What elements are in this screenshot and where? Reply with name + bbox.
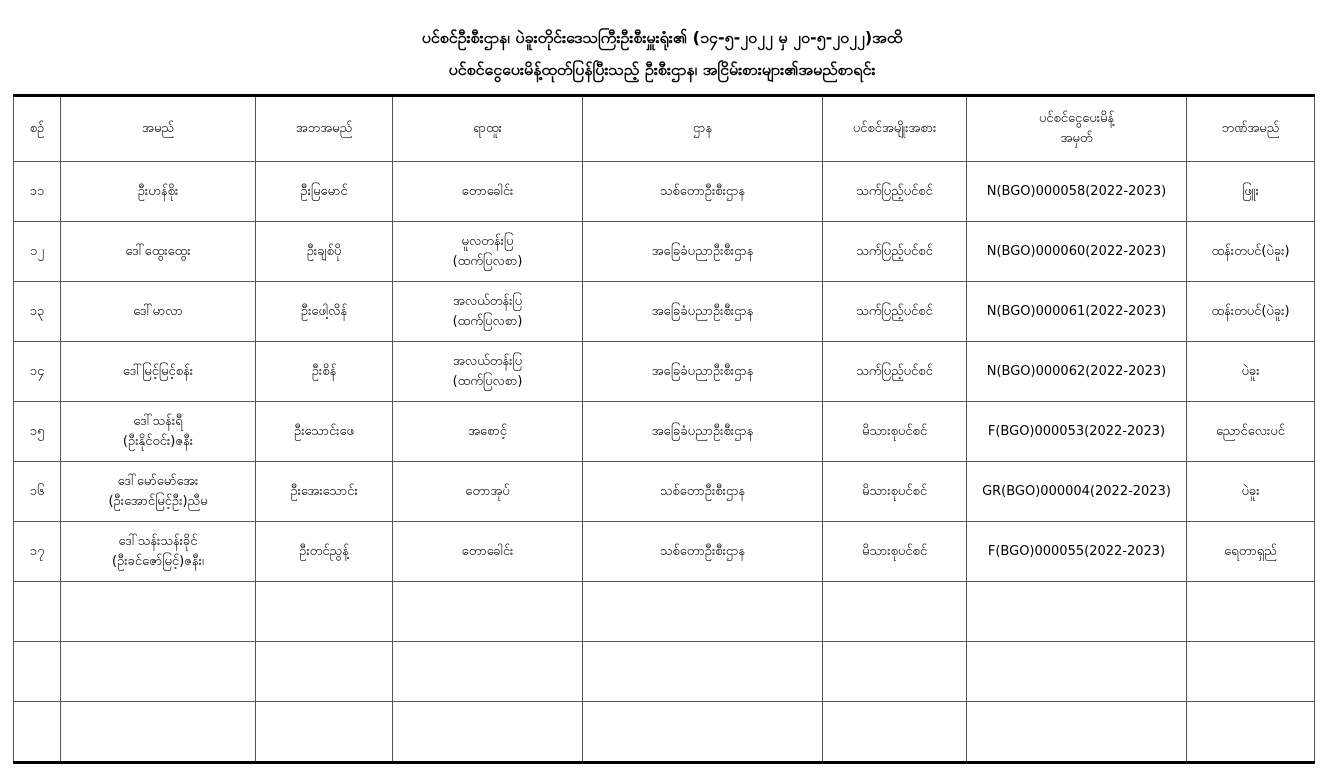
cell-father-name: ဦးသောင်းဖေ — [256, 402, 393, 462]
cell-department-empty — [583, 702, 823, 763]
cell-name — [61, 462, 256, 522]
cell-position-line: တောခေါင်း — [461, 543, 514, 559]
cell-position-line: (ထက်ပြလစာ) — [452, 313, 523, 329]
cell-name-line: ဦးဟန်စိုး — [137, 183, 179, 199]
cell-position-line: အလယ်တန်းပြ — [452, 293, 523, 309]
document-title-line-1: ပင်စင်ဦးစီးဌာန၊ ပဲခူးတိုင်းဒေသကြီးဦးစီးမှူးရုံး၏ (၁၄-၅-၂၀၂၂ မှ ၂၀-၅-၂၀၂၂)အထိ — [421, 28, 903, 47]
table-header-row — [14, 96, 1315, 162]
cell-order-number-empty — [967, 642, 1187, 702]
table-row — [14, 462, 1315, 522]
cell-name-empty — [61, 642, 256, 702]
cell-name-line: (ဦးခင်ဇော်မြင့်)ဇနီး၊ — [112, 553, 204, 569]
cell-department: အခြေခံပညာဦးစီးဌာန — [583, 342, 823, 402]
cell-pension-type-empty — [823, 642, 967, 702]
cell-order-number: N(BGO)000058(2022-2023) — [967, 162, 1187, 222]
cell-position — [393, 222, 583, 282]
cell-order-number: F(BGO)000055(2022-2023) — [967, 522, 1187, 582]
cell-order-number: N(BGO)000061(2022-2023) — [967, 282, 1187, 342]
cell-order-number: F(BGO)000053(2022-2023) — [967, 402, 1187, 462]
cell-father-name: ဦးအေးသောင်း — [256, 462, 393, 522]
cell-department-empty — [583, 582, 823, 642]
cell-father-name-empty — [256, 642, 393, 702]
cell-department: သစ်တောဦးစီးဌာန — [583, 462, 823, 522]
table-body — [14, 162, 1315, 763]
cell-pension-type: သက်ပြည့်ပင်စင် — [823, 162, 967, 222]
cell-position-empty — [393, 642, 583, 702]
cell-bank-empty — [1187, 702, 1315, 763]
cell-order-number-empty — [967, 702, 1187, 763]
cell-name — [61, 282, 256, 342]
cell-father-name-empty — [256, 582, 393, 642]
cell-position-line: တောခေါင်း — [461, 183, 514, 199]
cell-no: ၁၅ — [14, 402, 61, 462]
cell-name-line: ဒေါ်သန်းရီ — [133, 413, 183, 429]
cell-bank: ပဲခူး — [1187, 462, 1315, 522]
header-position: ရာထူး — [393, 96, 583, 162]
cell-bank: ရေတာရှည် — [1187, 522, 1315, 582]
cell-no: ၁၁ — [14, 162, 61, 222]
cell-father-name: ဦးတင်ညွန့် — [256, 522, 393, 582]
cell-no: ၁၇ — [14, 522, 61, 582]
cell-name-line: ဒေါ်မာလာ — [133, 303, 183, 319]
pensioner-table — [13, 94, 1315, 764]
cell-name-line: ဒေါ်ထွေးထွေး — [125, 243, 191, 259]
cell-position-line: (ထက်ပြလစာ) — [452, 373, 523, 389]
cell-father-name-empty — [256, 702, 393, 763]
cell-name-line: ဒေါ်မော်မော်အေး — [117, 473, 199, 489]
cell-name-line: ဒေါ်မြင့်မြင့်စန်း — [122, 363, 194, 379]
cell-pension-type: မိသားစုပင်စင် — [823, 522, 967, 582]
cell-pension-type: သက်ပြည့်ပင်စင် — [823, 222, 967, 282]
cell-position-line: အစောင့် — [468, 423, 507, 439]
cell-no-empty — [14, 582, 61, 642]
header-order-number-line-1: ပင်စင်ငွေပေးမိန့် — [1038, 111, 1115, 126]
table-row — [14, 522, 1315, 582]
cell-name — [61, 222, 256, 282]
cell-bank: ထန်းတပင်(ပဲခူး) — [1187, 222, 1315, 282]
cell-department: သစ်တောဦးစီးဌာန — [583, 162, 823, 222]
cell-name — [61, 342, 256, 402]
cell-name-line: ဒေါ်သန်းသန်းခိုင် — [118, 533, 198, 549]
cell-position-line: မူလတန်းပြ — [461, 233, 514, 249]
table-row — [14, 342, 1315, 402]
cell-position — [393, 522, 583, 582]
cell-no: ၁၂ — [14, 222, 61, 282]
cell-name — [61, 162, 256, 222]
cell-department: အခြေခံပညာဦးစီးဌာန — [583, 282, 823, 342]
cell-position-line: တောအုပ် — [465, 483, 510, 499]
cell-name-line: (ဦးအောင်မြင့်ဦး)ညီမ — [108, 493, 208, 509]
header-no: စဉ် — [14, 96, 61, 162]
cell-bank-empty — [1187, 582, 1315, 642]
table-row — [14, 402, 1315, 462]
cell-no-empty — [14, 702, 61, 763]
cell-bank: ထန်းတပင်(ပဲခူး) — [1187, 282, 1315, 342]
cell-name — [61, 402, 256, 462]
cell-pension-type-empty — [823, 702, 967, 763]
cell-position — [393, 462, 583, 522]
header-father-name: အဘအမည် — [256, 96, 393, 162]
cell-name-empty — [61, 582, 256, 642]
cell-father-name: ဦးချစ်ပို — [256, 222, 393, 282]
cell-father-name: ဦးဖေါ့လိန် — [256, 282, 393, 342]
cell-pension-type-empty — [823, 582, 967, 642]
cell-pension-type: သက်ပြည့်ပင်စင် — [823, 282, 967, 342]
cell-no: ၁၆ — [14, 462, 61, 522]
cell-pension-type: မိသားစုပင်စင် — [823, 402, 967, 462]
header-order-number-line-2: အမှတ် — [1060, 131, 1093, 146]
cell-father-name: ဦးစိန် — [256, 342, 393, 402]
cell-department: အခြေခံပညာဦးစီးဌာန — [583, 402, 823, 462]
cell-name — [61, 522, 256, 582]
table-row — [14, 282, 1315, 342]
header-department: ဌာန — [583, 96, 823, 162]
cell-father-name: ဦးမြမောင် — [256, 162, 393, 222]
cell-position — [393, 402, 583, 462]
cell-order-number: N(BGO)000060(2022-2023) — [967, 222, 1187, 282]
cell-position — [393, 342, 583, 402]
header-order-number — [967, 96, 1187, 162]
table-row — [14, 222, 1315, 282]
cell-name-line: (ဦးနိုင်ဝင်း)ဇနီး — [122, 433, 194, 449]
cell-position-line: (ထက်ပြလစာ) — [452, 253, 523, 269]
cell-position-empty — [393, 582, 583, 642]
cell-bank: ညောင်လေးပင် — [1187, 402, 1315, 462]
cell-department-empty — [583, 642, 823, 702]
empty-table-row — [14, 582, 1315, 642]
cell-name-empty — [61, 702, 256, 763]
empty-table-row — [14, 702, 1315, 763]
cell-order-number: GR(BGO)000004(2022-2023) — [967, 462, 1187, 522]
empty-table-row — [14, 642, 1315, 702]
cell-pension-type: မိသားစုပင်စင် — [823, 462, 967, 522]
document-title-line-2: ပင်စင်ငွေပေးမိန့်ထုတ်ပြန်ပြီးသည့် ဦးစီးဌာန၊ အငြိမ်းစားများ၏အမည်စာရင်း — [448, 60, 876, 79]
cell-department: သစ်တောဦးစီးဌာန — [583, 522, 823, 582]
cell-order-number: N(BGO)000062(2022-2023) — [967, 342, 1187, 402]
cell-position — [393, 162, 583, 222]
cell-pension-type: သက်ပြည့်ပင်စင် — [823, 342, 967, 402]
cell-department: အခြေခံပညာဦးစီးဌာန — [583, 222, 823, 282]
cell-bank: ဖြူး — [1187, 162, 1315, 222]
header-bank: ဘဏ်အမည် — [1187, 96, 1315, 162]
cell-no: ၁၃ — [14, 282, 61, 342]
table-row — [14, 162, 1315, 222]
cell-bank-empty — [1187, 642, 1315, 702]
header-pension-type: ပင်စင်အမျိုးအစား — [823, 96, 967, 162]
cell-position-empty — [393, 702, 583, 763]
cell-bank: ပဲခူး — [1187, 342, 1315, 402]
header-name: အမည် — [61, 96, 256, 162]
cell-position — [393, 282, 583, 342]
cell-order-number-empty — [967, 582, 1187, 642]
cell-position-line: အလယ်တန်းပြ — [452, 353, 523, 369]
cell-no-empty — [14, 642, 61, 702]
cell-no: ၁၄ — [14, 342, 61, 402]
